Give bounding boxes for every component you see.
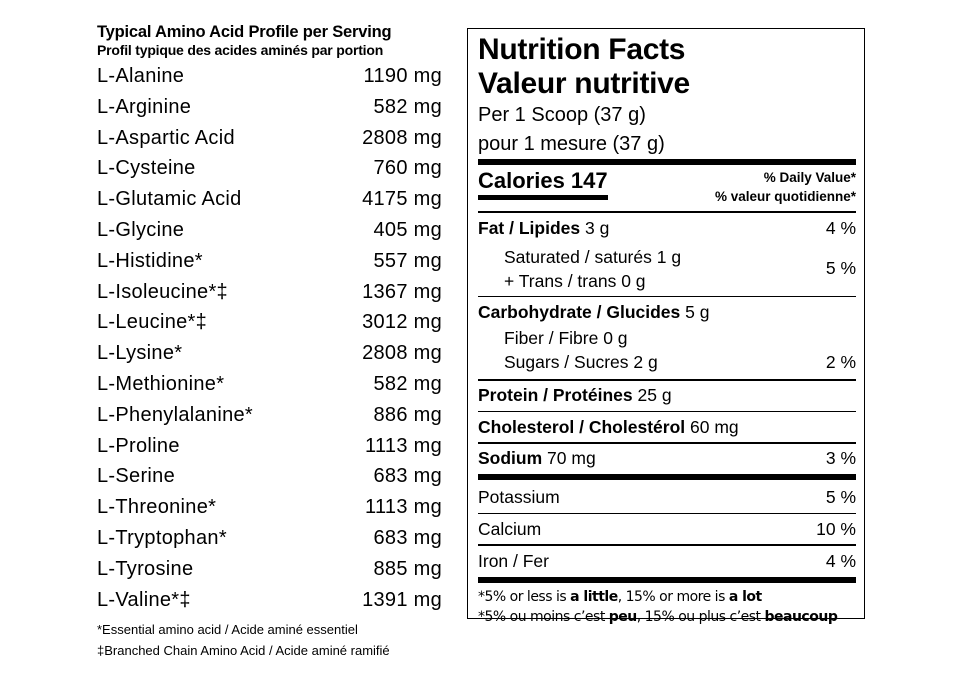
amino-value: 886 mg [373,403,442,426]
daily-value-note-fr [478,607,856,627]
sodium-dv: 3 % [825,448,856,468]
amino-row [97,311,442,342]
nutrition-facts-panel [467,28,865,625]
amino-row [97,219,442,250]
saturated-fat: Saturated / saturés 1 g [504,246,682,267]
amino-value: 582 mg [373,95,442,118]
sugars-row [478,350,856,374]
amino-name: L-Serine [97,465,175,488]
fiber-row [478,326,856,350]
amino-name: L-Threonine* [97,496,217,519]
amino-value: 1190 mg [363,65,442,87]
amino-value: 1113 mg [365,434,442,457]
amino-value: 2808 mg [362,126,442,149]
carb-row [478,297,856,326]
amino-name: L-Cysteine [97,157,196,180]
sodium-amount: 70 mg [547,448,596,468]
amino-name: L-Glutamic Acid [97,188,242,211]
daily-value-fr: % valeur quotidienne* [714,189,856,204]
amino-title: Typical Amino Acid Profile per Serving [97,23,392,41]
amino-row [97,127,442,158]
serving-size-fr: pour 1 mesure (37 g) [478,133,665,155]
cholesterol-label: Cholesterol / Cholestérol [478,416,686,437]
amino-row [97,281,442,312]
sat-trans-dv: 5 % [825,258,856,278]
amino-name: L-Glycine [97,218,185,241]
note-emphasis: a little [570,588,618,605]
protein-amount: 25 g [637,385,672,405]
amino-value: 1367 mg [362,280,442,303]
amino-subtitle: Profil typique des acides aminés par portion [97,42,384,58]
fiber: Fiber / Fibre 0 g [504,327,628,348]
amino-row [97,496,442,527]
serving-size-en: Per 1 Scoop (37 g) [478,104,646,126]
amino-value: 885 mg [373,557,442,580]
daily-value-note [478,583,856,627]
amino-value: 557 mg [373,249,442,272]
amino-name: L-Tyrosine [97,557,194,580]
note-emphasis: beaucoup [764,608,838,625]
note-text: *5% ou moins c’est [478,608,609,625]
amino-acid-profile [97,22,442,661]
amino-name: L-Lysine* [97,342,183,365]
daily-value-note-en [478,587,856,607]
sugars: Sugars / Sucres 2 g [504,351,658,372]
amino-name: L-Phenylalanine* [97,403,254,426]
nutrition-title-en: Nutrition Facts [478,33,686,66]
calcium-label: Calcium [478,518,542,539]
amino-name: L-Methionine* [97,372,225,395]
carb-amount: 5 g [685,302,710,322]
amino-row [97,250,442,281]
amino-row [97,558,442,589]
amino-value: 760 mg [373,157,442,180]
amino-value: 683 mg [373,526,442,549]
amino-row [97,157,442,188]
note-text: *5% or less is [478,588,571,605]
amino-value: 582 mg [373,372,442,395]
amino-name: L-Valine*‡ [97,588,191,611]
fat-dv: 4 % [825,218,856,238]
fat-amount: 3 g [584,218,610,238]
amino-row [97,373,442,404]
daily-value-header [715,168,856,206]
calcium-row [478,514,856,544]
iron-dv: 4 % [825,550,856,571]
potassium-row [478,480,856,513]
calcium-dv: 10 % [816,518,856,539]
sugars-dv: 2 % [825,351,856,372]
calories-row [478,165,856,211]
calories-label: Calories 147 [478,168,608,200]
amino-row [97,404,442,435]
amino-row [97,527,442,558]
amino-name: L-Aspartic Acid [97,126,235,149]
amino-row [97,96,442,127]
amino-row [97,435,442,466]
amino-row [97,188,442,219]
iron-row [478,546,856,577]
note-text: , 15% or more is [617,588,729,605]
amino-row [97,342,442,373]
amino-name: L-Histidine* [97,249,203,272]
amino-value: 683 mg [373,465,442,488]
footnote-bcaa: ‡Branched Chain Amino Acid / Acide aminé ramifié [97,643,390,659]
amino-name: L-Leucine*‡ [97,311,208,334]
amino-name: L-Tryptophan* [97,526,227,549]
nutrition-title-fr: Valeur nutritive [478,67,690,100]
protein-label: Protein / Protéines [478,385,633,405]
amino-value: 1113 mg [365,496,442,519]
note-emphasis: peu [608,608,637,625]
amino-value: 4175 mg [362,188,442,211]
footnote-essential: *Essential amino acid / Acide aminé essentiel [97,622,358,638]
sodium-label: Sodium [478,448,543,468]
trans-fat: + Trans / trans 0 g [504,270,646,291]
amino-name: L-Proline [97,434,180,457]
amino-value: 3012 mg [362,311,442,334]
amino-value: 1391 mg [362,588,442,611]
note-emphasis: a lot [728,588,762,605]
amino-row [97,589,442,620]
amino-row [97,65,442,96]
potassium-dv: 5 % [825,486,856,507]
protein-row [478,381,856,411]
note-text: , 15% ou plus c’est [636,608,765,625]
amino-name: L-Alanine [97,65,185,87]
potassium-label: Potassium [478,486,560,507]
cholesterol-amount: 60 mg [690,416,739,437]
cholesterol-row [478,412,856,442]
fat-row [478,213,856,245]
iron-label: Iron / Fer [478,550,549,571]
daily-value-en: % Daily Value* [763,170,856,185]
amino-list [97,65,442,619]
sodium-row [478,444,856,474]
amino-value: 2808 mg [362,342,442,365]
carb-label: Carbohydrate / Glucides [478,302,681,322]
amino-value: 405 mg [373,218,442,241]
amino-name: L-Isoleucine*‡ [97,280,228,303]
fat-label: Fat / Lipides [478,218,581,238]
sat-trans-row [478,245,856,293]
amino-name: L-Arginine [97,95,192,118]
amino-row [97,465,442,496]
